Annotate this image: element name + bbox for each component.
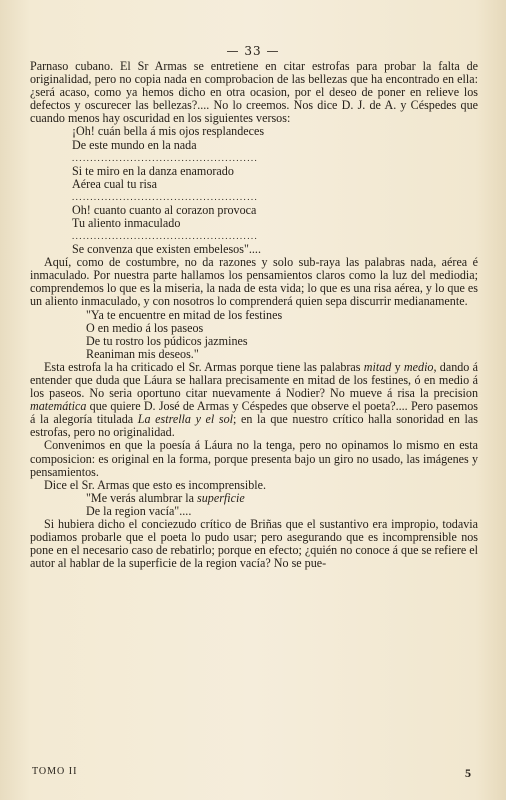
ellipsis-line: ...................................................: [72, 191, 259, 202]
verse-stanza-1: [30, 125, 478, 151]
verse-text: "Me verás alumbrar la: [86, 490, 198, 505]
verse-line: "Ya te encuentre en mitad de los festines: [86, 307, 283, 322]
verse-stanza-5: [30, 309, 478, 361]
verse-stanza-3: [30, 204, 478, 230]
verse-line: Aérea cual tu risa: [72, 176, 157, 191]
paragraph-text: que quiere D. José de Armas y Céspedes que observe el poeta?.... Pero pasemos á la alegoría titulada: [30, 399, 478, 427]
verse-line: ¡Oh! cuán bella á mis ojos resplandeces: [72, 124, 265, 139]
verse-line: Se convenza que existen embelesos"....: [72, 242, 261, 257]
paragraph-6: Si hubiera dicho el conciezudo crítico de Briñas que el sustantivo era impropio, todavia podiamos probarle que el poeta lo pudo usar; pero asegurando que es incomprensible nos pone en el necesario caso de rebatirlo; porque en efecto; ¿quién no conoce á que se refiere el autor al hablar de la superficie de la region vacía? No se pue-: [30, 517, 478, 571]
verse-line: Oh! cuanto cuanto al corazon provoca: [72, 202, 257, 217]
verse-line: De este mundo en la nada: [72, 137, 197, 152]
ellipsis-line: ...................................................: [72, 152, 259, 163]
verse-line: De tu rostro los púdicos jazmines: [86, 333, 248, 348]
paragraph-text: y: [391, 359, 404, 374]
verse-line: Reaniman mis deseos.": [86, 346, 199, 361]
paragraph-1: Parnaso cubano. El Sr Armas se entretiene en citar estrofas para probar la falta de originalidad, pero no copia nada en comprobacion de las bellezas que ha encontrado en ella: ¿será acaso, como ya hemos dicho en otra ocasion, por el deseo de poner en relieve los defectos y oscurecer las bellezas?.... No lo creemos. Nos dice D. J. de A. y Céspedes que cuando menos hay oscuridad en los siguientes versos:: [30, 59, 478, 126]
italic-word: medio: [403, 359, 434, 374]
italic-word: matemática: [30, 399, 87, 414]
verse-line: Si te miro en la danza enamorado: [72, 163, 234, 178]
paragraph-5: Dice el Sr. Armas que esto es incomprensible.: [44, 477, 267, 492]
paragraph-text: Esta estrofa la ha criticado el Sr. Armas porque tiene las palabras: [44, 359, 364, 374]
signature-mark: 5: [465, 766, 472, 780]
verse-line: O en medio á los paseos: [86, 320, 204, 335]
verse-line: [86, 492, 478, 505]
verse-stanza-2: [30, 165, 478, 191]
volume-label: TOMO II: [32, 766, 78, 777]
paragraph-3: [30, 361, 478, 440]
paragraph-2: Aquí, como de costumbre, no da razones y solo sub-raya las palabras nada, aérea é inmaculado. Por nuestra parte hallamos los pensamientos claros como la luz del mediodia; comprendemos lo que es la miseria, la nada de esta vida; lo que es una risa aérea, y lo que es un aliento inmaculado, y con nosotros lo comprenderá quien sepa discurrir medianamente.: [30, 255, 478, 309]
italic-word: superficie: [197, 490, 245, 505]
page-body: [30, 60, 478, 570]
verse-line: De la region vacía"....: [86, 503, 192, 518]
paragraph-text: , dando á entender que duda que Láura se hallara precisamente en mitad de los festines, ó en medio á los paseos. No seria oportuno citar nuevamente á Nodier? No mueve á risa la precision: [30, 359, 478, 401]
page-number: — 33 —: [226, 44, 280, 58]
verse-line: Tu aliento inmaculado: [72, 215, 181, 230]
italic-title: La estrella y el sol: [137, 412, 233, 427]
verse-stanza-6: [30, 492, 478, 518]
italic-word: mitad: [363, 359, 392, 374]
ellipsis-line: ...................................................: [72, 231, 259, 242]
page-footer: [32, 766, 472, 781]
paragraph-4: Convenimos en que la poesía á Láura no la tenga, pero no opinamos lo mismo en esta composicion: es original en la forma, porque presenta bajo un giro no usado, las imágenes y pensamientos.: [30, 438, 478, 479]
paragraph-text: ; en la que nuestro crítico halla sonoridad en las estrofas, pero no originalidad.: [30, 412, 478, 440]
